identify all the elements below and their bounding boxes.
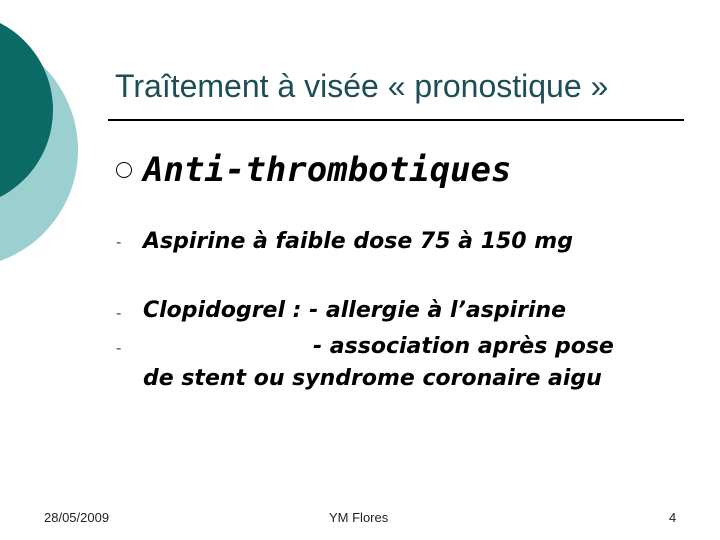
page-number: 4: [669, 510, 677, 525]
list-item-aspirine: Aspirine à faible dose 75 à 150 mg: [143, 229, 573, 254]
decorative-circles: [0, 0, 110, 300]
list-item-clopidogrel: Clopidogrel : - allergie à l’aspirine: [143, 298, 567, 323]
footer-date: 28/05/2009: [44, 510, 110, 525]
title-divider: [108, 119, 684, 121]
circle-bullet-icon: [116, 162, 132, 178]
slide-title: Traîtement à visée « pronostique »: [115, 68, 609, 104]
footer-author: YM Flores: [329, 510, 389, 525]
dash-bullet-icon: -: [116, 305, 122, 322]
main-bullet-label: Anti-thrombotiques: [143, 150, 512, 190]
list-item-association: - association après pose: [313, 334, 614, 359]
list-item-stent: de stent ou syndrome coronaire aigu: [143, 366, 602, 391]
dash-bullet-icon: -: [116, 340, 122, 357]
dash-bullet-icon: -: [116, 234, 122, 251]
